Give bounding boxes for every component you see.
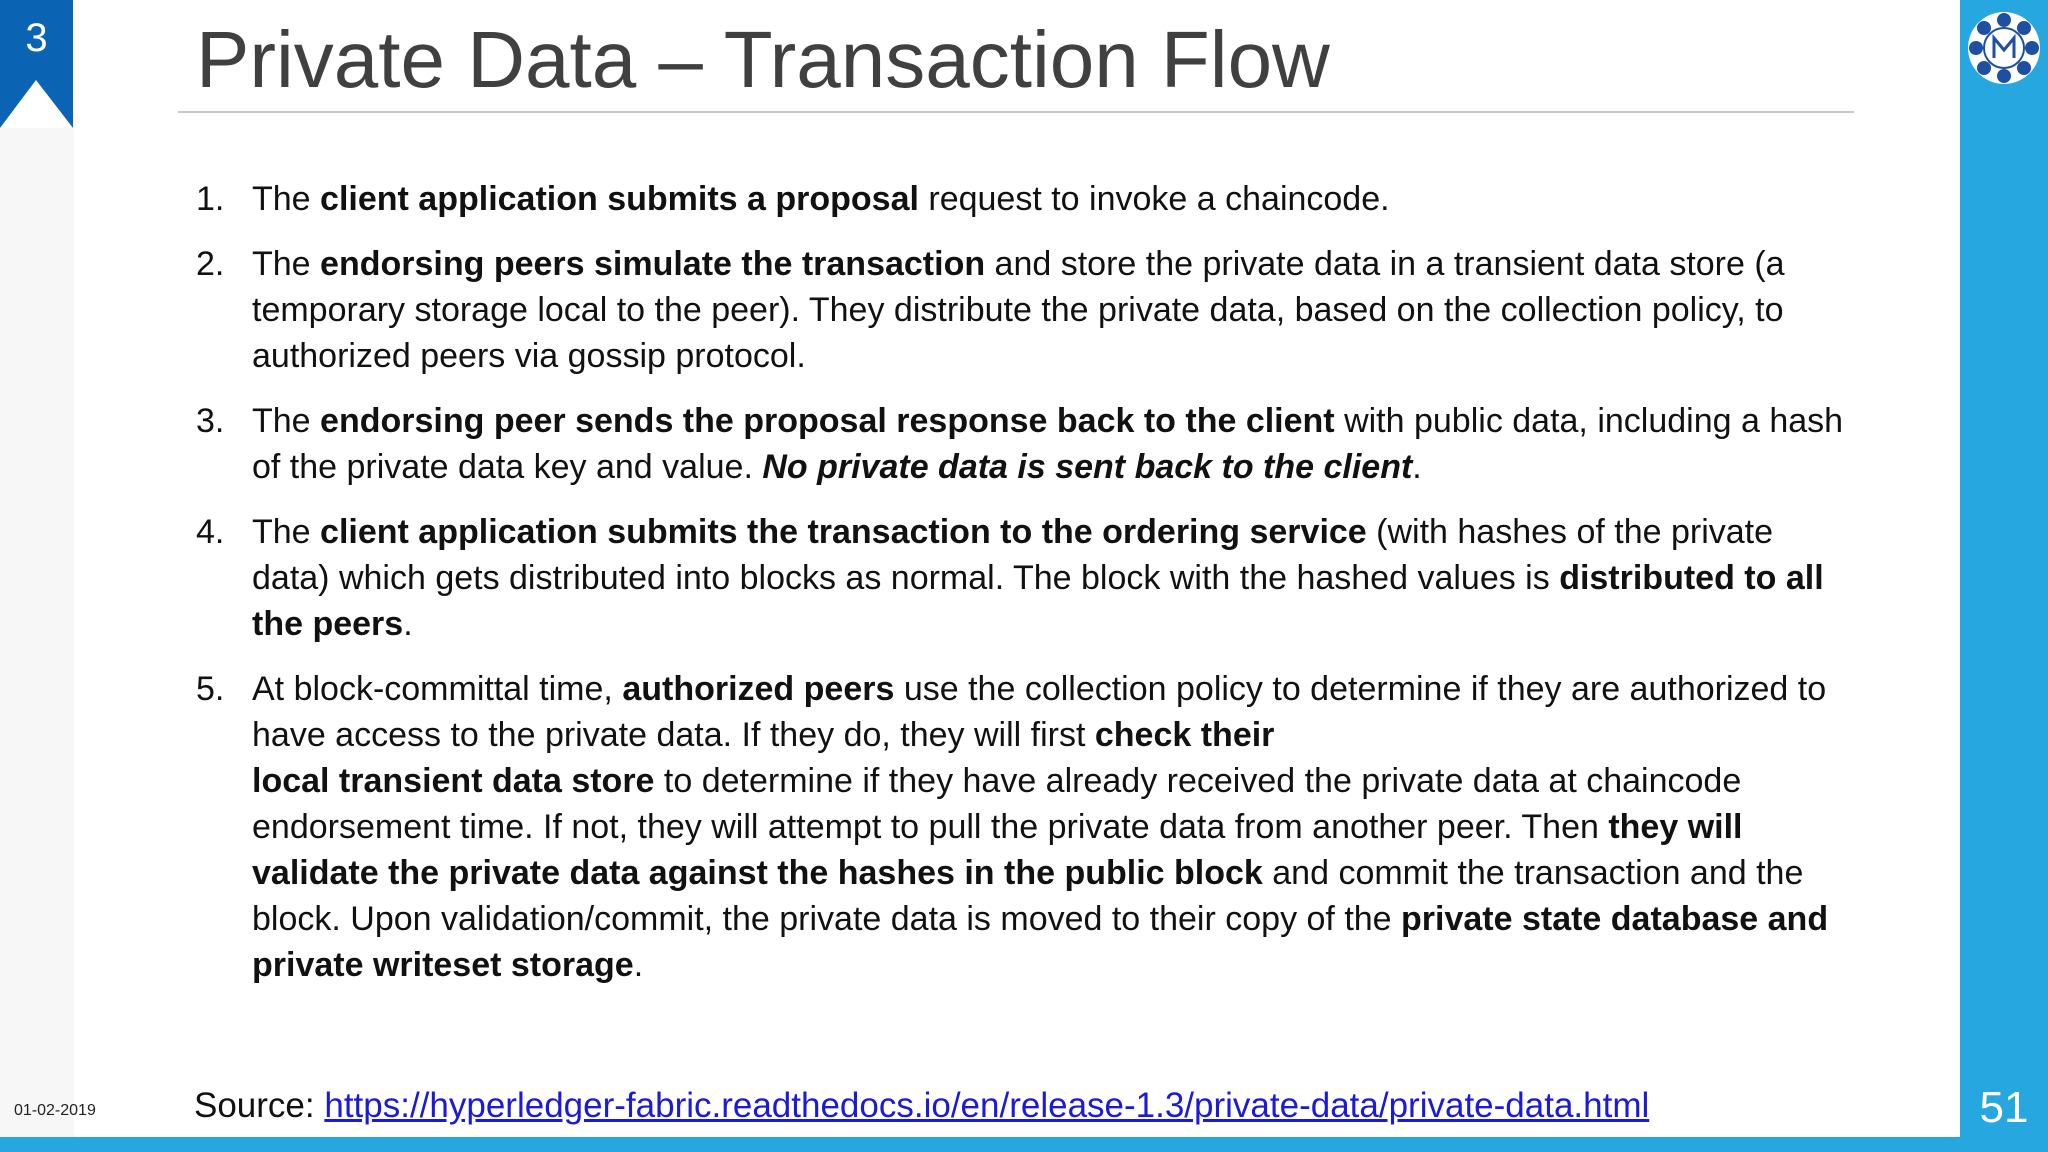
step-text-run: The [252, 245, 321, 283]
step-text [252, 245, 1785, 375]
slide-title: Private Data – Transaction Flow [196, 15, 1330, 104]
section-tab [0, 0, 73, 128]
emphasis-text: client application submits the transaction to the ordering service [320, 513, 1367, 551]
title-divider [178, 111, 1854, 113]
up-arrow-icon [0, 80, 73, 128]
step-text-run: and commit the transaction and the block. Upon validation/commit, the private data is moved to their copy of the [252, 854, 1804, 938]
source-label: Source: [194, 1086, 325, 1125]
emphasis-text: endorsing peer sends the proposal response back to the client [320, 402, 1335, 440]
step-text-run: The [252, 180, 321, 218]
transaction-flow-steps [196, 176, 1856, 1007]
institution-logo-icon [1966, 10, 2042, 86]
step-item [196, 241, 1856, 379]
step-text-run: use the collection policy to determine if they are authorized to have access to the private data. If they do, they will first [252, 670, 1827, 754]
section-number: 3 [25, 16, 48, 60]
emphasis-text: authorized peers [622, 670, 895, 708]
emphasis-text: client application submits a proposal [320, 180, 919, 218]
step-text-run: and store the private data in a transient data store (a temporary storage local to the peer). They distribute the private data, based on the collection policy, to authorized peers via gossip protocol. [252, 245, 1785, 375]
step-number: 2. [196, 245, 225, 283]
slide-date: 01-02-2019 [14, 1102, 96, 1119]
step-item [196, 398, 1856, 490]
step-item [196, 176, 1856, 222]
step-number: 4. [196, 513, 225, 551]
step-text-run: with public data, including a hash of the private data key and value. [252, 402, 1844, 486]
emphasis-text: check their [1094, 716, 1275, 754]
step-text [252, 513, 1824, 643]
bottom-accent-bar [0, 1137, 2048, 1152]
step-text-run: (with hashes of the private data) which gets distributed into blocks as normal. The block with the hashed values is [252, 513, 1774, 597]
emphasis-text: they will validate the private data against the hashes in the public block [252, 808, 1743, 892]
step-text-run: At block-committal time, [252, 670, 623, 708]
left-margin-strip [0, 0, 74, 1152]
right-accent-bar [1960, 0, 2048, 1152]
step-text-run: . [403, 605, 413, 643]
step-text-run: The [252, 402, 321, 440]
step-text-run: . [633, 946, 644, 984]
page-number: 51 [1979, 1083, 2029, 1132]
emphasis-text: local transient data store [252, 762, 655, 800]
step-text [252, 180, 1390, 218]
step-text-run: The [252, 513, 321, 551]
step-item [196, 666, 1856, 988]
emphasis-text: private state database and private writeset storage [252, 900, 1829, 984]
step-number: 3. [196, 402, 225, 440]
step-number: 1. [196, 180, 225, 218]
emphasis-text: distributed to all the peers [252, 559, 1824, 643]
step-text-run: to determine if they have already received the private data at chaincode endorsement time. If not, they will attempt to pull the private data from another peer. Then [252, 762, 1742, 846]
step-text-run: . [1412, 448, 1422, 486]
source-link[interactable]: https://hyperledger-fabric.readthedocs.io/en/release-1.3/private-data/private-data.html [324, 1086, 1650, 1125]
emphasis-text: endorsing peers simulate the transaction [320, 245, 986, 283]
step-text-run: request to invoke a chaincode. [918, 180, 1390, 218]
emphasis-text: No private data is sent back to the client [762, 448, 1413, 486]
step-number: 5. [196, 670, 225, 708]
step-text [252, 670, 1828, 984]
step-text [252, 402, 1843, 486]
step-item [196, 509, 1856, 647]
source-citation [194, 1084, 1649, 1128]
